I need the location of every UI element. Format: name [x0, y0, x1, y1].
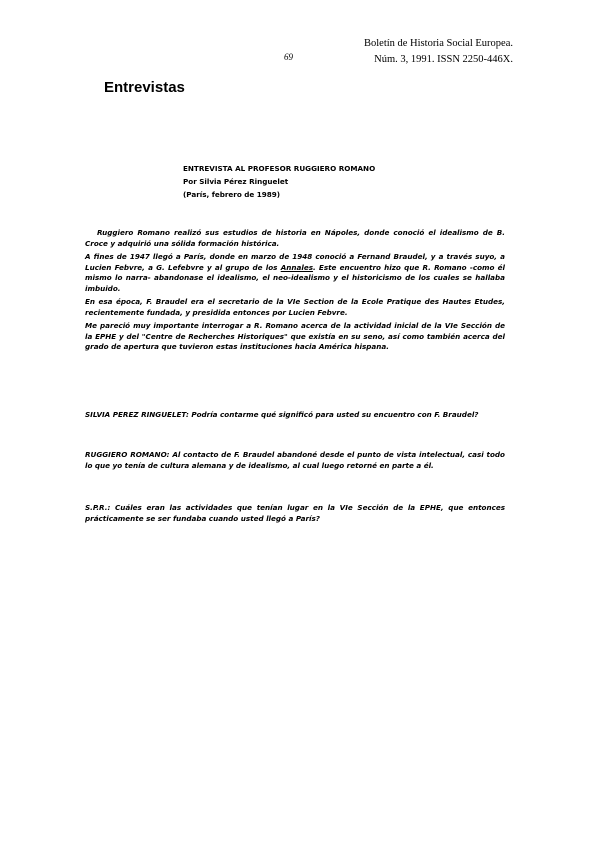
annales-term: Annales [280, 262, 313, 272]
dialogue-question [85, 503, 505, 524]
dialogue-paragraph: RUGGIERO ROMANO: Al contacto de F. Braudel abandoné desde el punto de vista intelectual, casi todo lo que yo tenía de cultura alemana y de idealismo, al cual luego retorné en parte a él. [85, 450, 505, 470]
paragraph-text: A fines de 1947 llegó a París, donde en marzo de 1948 conoció a Fernand Braudel, y a través suyo, a Lucien Febvre, a G. Lefebvre y al grupo de los [85, 252, 505, 272]
intro-paragraph [85, 252, 505, 294]
journal-name: Boletín de Historia Social Europea. [363, 38, 513, 49]
page-number: 69 [284, 52, 293, 62]
intro-paragraph: En esa época, F. Braudel era el secretario de la VIe Section de la Ecole Pratique des Hautes Etudes, recientemente fundada, y presidida entonces por Lucien Febvre. [85, 297, 505, 317]
section-title: Entrevistas [104, 79, 185, 96]
journal-issue: Núm. 3, 1991. ISSN 2250-446X. [374, 54, 513, 65]
article-heading [183, 162, 375, 201]
dialogue-question [85, 410, 505, 421]
journal-citation [364, 36, 513, 68]
article-place-date: (París, febrero de 1989) [183, 190, 281, 199]
dialogue-answer [85, 450, 505, 471]
intro-block [85, 228, 505, 353]
intro-paragraph: Me pareció muy importante interrogar a R. Romano acerca de la actividad inicial de la VIe Sección de la EPHE y del "Centre de Recherches Historiques" que existía en su seno, así como también acerca del grado de apertura que tuvieron estas instituciones hacia América hispana. [85, 321, 505, 351]
dialogue-paragraph: SILVIA PEREZ RINGUELET: Podría contarme qué significó para usted su encuentro con F. Braudel? [85, 410, 479, 419]
article-title: ENTREVISTA AL PROFESOR RUGGIERO ROMANO [183, 164, 376, 173]
intro-paragraph: Ruggiero Romano realizó sus estudios de historia en Nápoles, donde conoció el idealismo de B. Croce y adquirió una sólida formación histórica. [85, 228, 505, 248]
paragraph-text: . Este encuentro hizo que R. Romano -como él mismo lo narra- abandonase el idealismo, el neo-idealismo y el historicismo de los cuales se hallaba imbuido. [85, 262, 506, 293]
dialogue-paragraph: S.P.R.: Cuáles eran las actividades que tenían lugar en la VIe Sección de la EPHE, que entonces prácticamente se ser fundaba cuando usted llegó a París? [85, 503, 505, 523]
article-author: Por Silvia Pérez Ringuelet [183, 177, 289, 186]
